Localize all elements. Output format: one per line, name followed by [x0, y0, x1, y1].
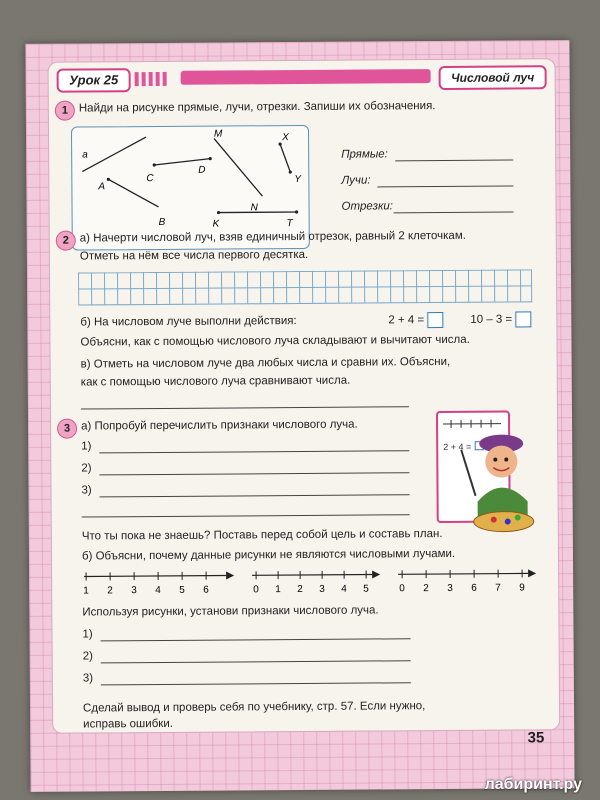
- field-lines-label: Прямые:: [341, 148, 388, 161]
- expr-sub: [470, 311, 531, 327]
- field-segments-label: Отрезки:: [341, 200, 394, 213]
- ray1-label: 2: [107, 585, 113, 597]
- ray1-label: 3: [131, 585, 137, 597]
- label-T: T: [286, 218, 293, 230]
- grid-strip[interactable]: [78, 269, 532, 305]
- label-a: a: [82, 149, 88, 161]
- label-D: D: [198, 164, 206, 176]
- expr-add: [388, 312, 443, 328]
- task1-number: 1: [55, 101, 75, 121]
- task3-answer-2[interactable]: [99, 472, 409, 475]
- task3-item-2: 2): [81, 462, 92, 475]
- task3-item2-1: 1): [82, 628, 93, 641]
- label-Y: Y: [294, 173, 302, 186]
- task3-use-line: Используя рисунки, установи признаки числового луча.: [82, 604, 379, 619]
- lesson-header: [57, 65, 547, 90]
- ray2-label: 2: [297, 583, 303, 596]
- topic-label: Числовой луч: [439, 65, 547, 90]
- task1-text: Найди на рисунке прямые, лучи, отрезки. Запиши их обозначения.: [78, 100, 436, 115]
- task2-b-line2: Объясни, как с помощью числового луча складывают и вычитают числа.: [80, 333, 470, 349]
- expr-sub-text: 10 – 3 =: [470, 313, 513, 326]
- header-stripes: [135, 72, 175, 86]
- ray2-label: 1: [275, 584, 281, 596]
- watermark: лабиринт.ру: [484, 776, 582, 793]
- task2-answer-line[interactable]: [81, 406, 409, 409]
- ray1-label: 4: [155, 584, 161, 597]
- task3-item-1: 1): [81, 440, 92, 453]
- label-B: B: [158, 216, 166, 228]
- label-C: C: [146, 173, 154, 185]
- answer-box-sub[interactable]: [515, 311, 531, 327]
- ray-example-2: [252, 570, 380, 579]
- task2-v-line1: в) Отметь на числовом луче два любых числа и сравни их. Объясни,: [80, 355, 451, 371]
- label-A: A: [98, 181, 106, 193]
- ray3-label: 3: [447, 582, 453, 594]
- task3-answer-4[interactable]: [82, 514, 410, 517]
- task2-number: 2: [56, 231, 76, 251]
- label-N: N: [250, 202, 258, 214]
- ray1-label: 1: [83, 585, 89, 597]
- task2-a-line1: а) Начерти числовой луч, взяв единичный отрезок, равный 2 клеточкам.: [79, 229, 466, 245]
- ray2-label: 0: [253, 584, 259, 596]
- ray3-label: 7: [495, 582, 501, 594]
- lesson-label: Урок 25: [57, 68, 131, 93]
- page-number: 35: [527, 729, 545, 747]
- ray2-label: 3: [319, 583, 325, 595]
- ray-example-3: [398, 569, 536, 578]
- task3-answer2-2[interactable]: [101, 660, 411, 663]
- task3-answer2-3[interactable]: [101, 682, 411, 685]
- ray1-label: 6: [203, 584, 209, 596]
- task3-conclusion-line2: исправь ошибки.: [83, 717, 173, 731]
- task2-v-line2: как с помощью числового луча сравнивают числа.: [80, 374, 351, 389]
- ray1-label: 5: [179, 584, 185, 596]
- task3-b-line: б) Объясни, почему данные рисунки не являются числовыми лучами.: [81, 547, 456, 563]
- task3-answer-3[interactable]: [100, 494, 410, 497]
- task3-conclusion-line1: Сделай вывод и проверь себя по учебнику, стр. 57. Если нужно,: [82, 700, 426, 715]
- illustration-boy-at-board: [431, 409, 542, 540]
- ray3-label: 0: [399, 583, 405, 595]
- task3-answer2-1[interactable]: [101, 638, 411, 641]
- field-rays-label: Лучи:: [341, 174, 371, 187]
- label-X: X: [282, 132, 289, 144]
- expr-add-text: 2 + 4 =: [388, 314, 425, 327]
- task3-answer-1[interactable]: [99, 450, 409, 453]
- ray3-label: 6: [471, 582, 477, 594]
- workbook-page: [25, 40, 574, 792]
- ray2-label: 4: [341, 583, 347, 595]
- field-lines-answer[interactable]: [395, 160, 513, 162]
- number-ray-examples: [76, 563, 536, 598]
- answer-box-add[interactable]: [427, 312, 443, 328]
- task2-b-line1: б) На числовом луче выполни действия:: [80, 315, 297, 329]
- task3-goal: Что ты пока не знаешь? Поставь перед собой цель и составь план.: [81, 528, 443, 543]
- task3-number: 3: [57, 419, 77, 439]
- ray3-label: 9: [519, 582, 525, 594]
- task2-a-line2: Отметь на нём все числа первого десятка.: [79, 248, 309, 263]
- task3-item-3: 3): [81, 484, 92, 497]
- boy-drawing: [431, 409, 542, 540]
- task3-item2-3: 3): [82, 672, 94, 685]
- field-segments-answer[interactable]: [394, 212, 514, 214]
- ray3-label: 2: [423, 583, 429, 595]
- label-K: K: [212, 218, 220, 230]
- header-bar: [181, 69, 431, 85]
- field-rays-answer[interactable]: [377, 186, 513, 188]
- task3-item2-2: 2): [82, 650, 93, 663]
- board-expr: 2 + 4 =: [443, 441, 472, 453]
- task3-a-line: а) Попробуй перечислить признаки числового луча.: [81, 418, 358, 433]
- ray-example-1: [84, 571, 234, 580]
- label-M: M: [213, 128, 223, 140]
- content-panel: [48, 58, 561, 734]
- ray2-label: 5: [363, 583, 369, 595]
